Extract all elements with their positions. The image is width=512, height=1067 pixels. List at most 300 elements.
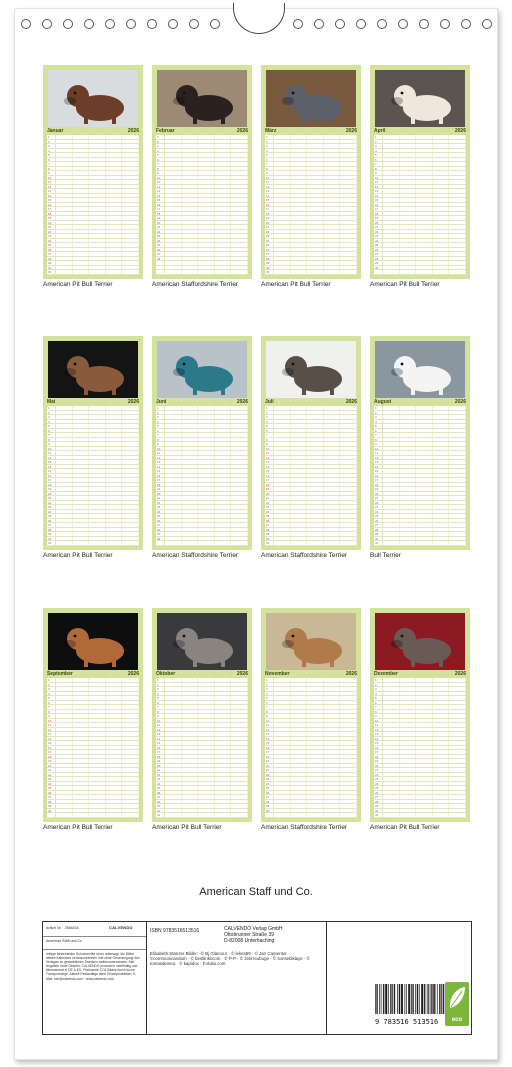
planner-cell bbox=[89, 189, 106, 193]
planner-cell bbox=[383, 144, 400, 148]
planner-cell bbox=[165, 451, 182, 455]
planner-cell bbox=[56, 492, 73, 496]
breed-caption: American Pit Bull Terrier bbox=[43, 552, 113, 559]
planner-cell bbox=[307, 764, 324, 768]
planner-cell bbox=[73, 424, 90, 428]
planner-cell bbox=[274, 239, 291, 243]
day-number: 13 bbox=[47, 732, 56, 736]
planner-cell bbox=[383, 678, 400, 682]
planner-cell bbox=[400, 460, 417, 464]
planner-cell bbox=[73, 714, 90, 718]
barcode-bar bbox=[388, 984, 389, 1014]
day-number: 19 bbox=[374, 759, 383, 763]
binding-hole bbox=[210, 19, 220, 29]
planner-cell bbox=[274, 207, 291, 211]
planner-cell bbox=[198, 541, 215, 545]
planner-cell bbox=[324, 728, 341, 732]
planner-cell bbox=[56, 149, 73, 153]
planner-cell bbox=[89, 420, 106, 424]
day-number: 5 bbox=[47, 424, 56, 428]
planner-cell bbox=[215, 696, 232, 700]
planner-cell bbox=[182, 746, 199, 750]
planner-cell bbox=[198, 741, 215, 745]
planner-cell bbox=[215, 433, 232, 437]
barcode-bar bbox=[424, 984, 425, 1014]
planner-cell bbox=[324, 270, 341, 274]
planner-cell bbox=[433, 469, 450, 473]
day-number: 22 bbox=[47, 501, 56, 505]
planner-cell bbox=[307, 777, 324, 781]
dog-photo-illustration bbox=[48, 613, 138, 670]
planner-cell bbox=[215, 248, 232, 252]
planner-cell bbox=[165, 144, 182, 148]
day-number: 16 bbox=[374, 474, 383, 478]
planner-cell bbox=[122, 415, 139, 419]
planner-cell bbox=[106, 189, 123, 193]
planner-cell bbox=[56, 687, 73, 691]
planner-cell bbox=[449, 773, 466, 777]
planner-cell bbox=[215, 483, 232, 487]
planner-cell bbox=[198, 153, 215, 157]
planner-cell bbox=[340, 528, 357, 532]
day-number: 20 bbox=[374, 221, 383, 225]
planner-cell bbox=[416, 737, 433, 741]
planner-cell bbox=[215, 189, 232, 193]
day-number: 23 bbox=[374, 234, 383, 238]
day-number: 10 bbox=[47, 176, 56, 180]
planner-cell bbox=[182, 705, 199, 709]
month-year: 2026 bbox=[127, 128, 139, 134]
planner-cell bbox=[165, 442, 182, 446]
planner-cell bbox=[56, 813, 73, 817]
planner-cell bbox=[182, 714, 199, 718]
planner-cell bbox=[165, 804, 182, 808]
planner-cell bbox=[324, 424, 341, 428]
barcode-bar bbox=[410, 984, 411, 1014]
day-number: 11 bbox=[265, 723, 274, 727]
planner-cell bbox=[122, 492, 139, 496]
planner-cell bbox=[291, 719, 308, 723]
planner-cell bbox=[449, 750, 466, 754]
planner-cell bbox=[182, 420, 199, 424]
planner-cell bbox=[383, 483, 400, 487]
planner-cell bbox=[73, 456, 90, 460]
planner-cell bbox=[231, 149, 248, 153]
planner-cell bbox=[122, 239, 139, 243]
planner-cell bbox=[383, 519, 400, 523]
planner-cell bbox=[231, 705, 248, 709]
planner-cell bbox=[307, 424, 324, 428]
planner-cell bbox=[122, 687, 139, 691]
planner-cell bbox=[165, 180, 182, 184]
planner-cell bbox=[198, 523, 215, 527]
planner-cell bbox=[291, 710, 308, 714]
day-number: 10 bbox=[47, 447, 56, 451]
planner-cell bbox=[274, 451, 291, 455]
barcode-bar bbox=[375, 984, 376, 1014]
planner-cell bbox=[291, 795, 308, 799]
planner-cell bbox=[400, 158, 417, 162]
day-row bbox=[265, 541, 357, 546]
planner-cell bbox=[400, 514, 417, 518]
planner-cell bbox=[274, 465, 291, 469]
planner-cell bbox=[165, 737, 182, 741]
planner-cell bbox=[274, 678, 291, 682]
month-header bbox=[156, 128, 248, 135]
planner-cell bbox=[416, 248, 433, 252]
planner-cell bbox=[274, 541, 291, 545]
planner-cell bbox=[416, 678, 433, 682]
planner-cell bbox=[383, 777, 400, 781]
planner-cell bbox=[307, 180, 324, 184]
planner-cell bbox=[383, 149, 400, 153]
planner-cell bbox=[73, 541, 90, 545]
planner-cell bbox=[106, 528, 123, 532]
planner-cell bbox=[73, 176, 90, 180]
planner-cell bbox=[340, 465, 357, 469]
planner-cell bbox=[182, 158, 199, 162]
planner-cell bbox=[165, 759, 182, 763]
planner-cell bbox=[340, 541, 357, 545]
day-number: 7 bbox=[47, 705, 56, 709]
planner-cell bbox=[215, 813, 232, 817]
planner-cell bbox=[324, 149, 341, 153]
day-number: 25 bbox=[374, 243, 383, 247]
planner-cell bbox=[198, 198, 215, 202]
day-number: 13 bbox=[156, 189, 165, 193]
day-number: 17 bbox=[265, 478, 274, 482]
day-number: 28 bbox=[374, 800, 383, 804]
dog-photo-illustration bbox=[266, 70, 356, 127]
planner-cell bbox=[291, 221, 308, 225]
planner-cell bbox=[106, 487, 123, 491]
day-number: 9 bbox=[374, 442, 383, 446]
planner-cell bbox=[383, 746, 400, 750]
planner-cell bbox=[122, 478, 139, 482]
planner-cell bbox=[324, 433, 341, 437]
planner-cell bbox=[416, 429, 433, 433]
planner-cell bbox=[291, 140, 308, 144]
planner-cell bbox=[307, 438, 324, 442]
planner-cell bbox=[416, 189, 433, 193]
planner-grid bbox=[374, 135, 466, 275]
planner-cell bbox=[274, 153, 291, 157]
day-number: 14 bbox=[265, 737, 274, 741]
day-number: 4 bbox=[374, 420, 383, 424]
planner-cell bbox=[449, 185, 466, 189]
planner-cell bbox=[56, 750, 73, 754]
planner-cell bbox=[198, 162, 215, 166]
planner-cell bbox=[165, 791, 182, 795]
planner-cell bbox=[416, 243, 433, 247]
planner-cell bbox=[122, 429, 139, 433]
planner-grid bbox=[374, 678, 466, 818]
planner-cell bbox=[122, 212, 139, 216]
planner-cell bbox=[182, 777, 199, 781]
planner-cell bbox=[340, 732, 357, 736]
planner-cell bbox=[165, 212, 182, 216]
planner-cell bbox=[291, 411, 308, 415]
planner-cell bbox=[307, 719, 324, 723]
planner-cell bbox=[383, 800, 400, 804]
planner-cell bbox=[73, 451, 90, 455]
planner-cell bbox=[165, 786, 182, 790]
planner-cell bbox=[340, 519, 357, 523]
planner-cell bbox=[433, 791, 450, 795]
planner-cell bbox=[231, 460, 248, 464]
planner-cell bbox=[182, 270, 199, 274]
day-number: 8 bbox=[47, 710, 56, 714]
planner-cell bbox=[73, 465, 90, 469]
planner-cell bbox=[122, 786, 139, 790]
planner-cell bbox=[400, 755, 417, 759]
planner-cell bbox=[291, 185, 308, 189]
planner-cell bbox=[400, 487, 417, 491]
planner-cell bbox=[274, 773, 291, 777]
day-number: 10 bbox=[156, 719, 165, 723]
planner-cell bbox=[274, 225, 291, 229]
planner-grid bbox=[47, 135, 139, 275]
planner-cell bbox=[340, 180, 357, 184]
planner-cell bbox=[231, 261, 248, 265]
planner-cell bbox=[340, 750, 357, 754]
dog-photo-illustration bbox=[375, 70, 465, 127]
planner-cell bbox=[106, 532, 123, 536]
planner-cell bbox=[231, 723, 248, 727]
day-number: 13 bbox=[374, 732, 383, 736]
planner-cell bbox=[56, 732, 73, 736]
day-number: 9 bbox=[156, 442, 165, 446]
planner-cell bbox=[340, 248, 357, 252]
planner-cell bbox=[324, 158, 341, 162]
planner-cell bbox=[340, 737, 357, 741]
barcode-bar bbox=[402, 984, 403, 1014]
planner-cell bbox=[416, 478, 433, 482]
planner-cell bbox=[416, 424, 433, 428]
planner-cell bbox=[340, 474, 357, 478]
planner-cell bbox=[231, 171, 248, 175]
planner-cell bbox=[400, 438, 417, 442]
planner-cell bbox=[449, 519, 466, 523]
day-number: 26 bbox=[374, 248, 383, 252]
planner-cell bbox=[89, 523, 106, 527]
planner-cell bbox=[307, 248, 324, 252]
planner-cell bbox=[383, 442, 400, 446]
planner-cell bbox=[165, 230, 182, 234]
planner-cell bbox=[274, 429, 291, 433]
planner-cell bbox=[198, 492, 215, 496]
planner-cell bbox=[400, 176, 417, 180]
planner-cell bbox=[433, 198, 450, 202]
planner-cell bbox=[416, 710, 433, 714]
planner-cell bbox=[89, 140, 106, 144]
planner-cell bbox=[182, 149, 199, 153]
planner-cell bbox=[400, 710, 417, 714]
planner-cell bbox=[56, 180, 73, 184]
planner-cell bbox=[122, 528, 139, 532]
planner-cell bbox=[122, 483, 139, 487]
planner-cell bbox=[231, 737, 248, 741]
planner-cell bbox=[291, 257, 308, 261]
planner-cell bbox=[122, 203, 139, 207]
planner-cell bbox=[89, 266, 106, 270]
planner-cell bbox=[73, 732, 90, 736]
planner-cell bbox=[291, 149, 308, 153]
planner-cell bbox=[274, 800, 291, 804]
planner-cell bbox=[215, 221, 232, 225]
month-name: September bbox=[47, 671, 73, 677]
planner-cell bbox=[433, 786, 450, 790]
day-number: 24 bbox=[156, 510, 165, 514]
planner-cell bbox=[416, 167, 433, 171]
month-year: 2026 bbox=[345, 128, 357, 134]
planner-cell bbox=[182, 135, 199, 139]
planner-cell bbox=[433, 456, 450, 460]
planner-cell bbox=[291, 728, 308, 732]
day-number: 15 bbox=[47, 741, 56, 745]
planner-cell bbox=[231, 795, 248, 799]
planner-cell bbox=[324, 714, 341, 718]
planner-cell bbox=[122, 474, 139, 478]
day-row bbox=[47, 813, 139, 818]
planner-cell bbox=[307, 510, 324, 514]
planner-cell bbox=[291, 234, 308, 238]
planner-cell bbox=[165, 198, 182, 202]
dog-photo-illustration bbox=[48, 341, 138, 398]
planner-cell bbox=[291, 701, 308, 705]
day-number: 11 bbox=[47, 180, 56, 184]
planner-cell bbox=[340, 144, 357, 148]
planner-cell bbox=[73, 135, 90, 139]
planner-cell bbox=[106, 135, 123, 139]
planner-cell bbox=[73, 144, 90, 148]
day-number: 5 bbox=[265, 153, 274, 157]
day-number: 4 bbox=[265, 149, 274, 153]
planner-cell bbox=[383, 460, 400, 464]
planner-cell bbox=[182, 456, 199, 460]
planner-cell bbox=[433, 759, 450, 763]
planner-cell bbox=[291, 687, 308, 691]
planner-cell bbox=[274, 786, 291, 790]
day-number: 17 bbox=[265, 207, 274, 211]
planner-cell bbox=[165, 207, 182, 211]
dog-photo bbox=[48, 341, 138, 398]
planner-cell bbox=[433, 230, 450, 234]
planner-cell bbox=[89, 406, 106, 410]
day-number: 1 bbox=[47, 135, 56, 139]
planner-cell bbox=[433, 167, 450, 171]
planner-cell bbox=[73, 469, 90, 473]
planner-cell bbox=[433, 732, 450, 736]
planner-cell bbox=[340, 523, 357, 527]
planner-cell bbox=[324, 474, 341, 478]
planner-cell bbox=[165, 714, 182, 718]
planner-cell bbox=[231, 692, 248, 696]
planner-cell bbox=[106, 737, 123, 741]
planner-cell bbox=[106, 683, 123, 687]
day-number: 18 bbox=[374, 755, 383, 759]
planner-cell bbox=[231, 782, 248, 786]
planner-cell bbox=[231, 496, 248, 500]
planner-cell bbox=[73, 243, 90, 247]
planner-cell bbox=[198, 532, 215, 536]
planner-cell bbox=[89, 719, 106, 723]
planner-cell bbox=[56, 809, 73, 813]
planner-cell bbox=[324, 501, 341, 505]
planner-cell bbox=[307, 194, 324, 198]
info-right-column bbox=[326, 922, 472, 1034]
planner-cell bbox=[416, 469, 433, 473]
planner-cell bbox=[73, 194, 90, 198]
planner-cell bbox=[340, 492, 357, 496]
day-number: 15 bbox=[156, 198, 165, 202]
binding-hole bbox=[168, 19, 178, 29]
planner-cell bbox=[89, 705, 106, 709]
planner-cell bbox=[56, 411, 73, 415]
planner-cell bbox=[165, 266, 182, 270]
planner-cell bbox=[215, 692, 232, 696]
month-panel bbox=[43, 65, 143, 279]
planner-cell bbox=[182, 809, 199, 813]
day-number: 4 bbox=[47, 692, 56, 696]
planner-cell bbox=[215, 501, 232, 505]
month-year: 2026 bbox=[454, 399, 466, 405]
planner-cell bbox=[433, 153, 450, 157]
planner-cell bbox=[291, 189, 308, 193]
binding-hole bbox=[84, 19, 94, 29]
planner-cell bbox=[56, 759, 73, 763]
planner-cell bbox=[231, 501, 248, 505]
day-number: 24 bbox=[265, 782, 274, 786]
day-number: 9 bbox=[374, 714, 383, 718]
day-number: 21 bbox=[265, 768, 274, 772]
planner-cell bbox=[215, 180, 232, 184]
dog-photo bbox=[375, 341, 465, 398]
planner-cell bbox=[340, 505, 357, 509]
planner-cell bbox=[400, 162, 417, 166]
planner-cell bbox=[106, 728, 123, 732]
planner-cell bbox=[449, 483, 466, 487]
planner-cell bbox=[106, 225, 123, 229]
planner-cell bbox=[165, 424, 182, 428]
planner-cell bbox=[122, 773, 139, 777]
planner-cell bbox=[231, 813, 248, 817]
planner-cell bbox=[416, 523, 433, 527]
planner-cell bbox=[324, 519, 341, 523]
planner-cell bbox=[231, 198, 248, 202]
day-number: 31 bbox=[47, 270, 56, 274]
planner-cell bbox=[324, 185, 341, 189]
planner-cell bbox=[307, 692, 324, 696]
planner-cell bbox=[400, 252, 417, 256]
planner-grid bbox=[265, 406, 357, 546]
planner-cell bbox=[416, 496, 433, 500]
planner-cell bbox=[291, 460, 308, 464]
planner-cell bbox=[89, 442, 106, 446]
planner-cell bbox=[433, 728, 450, 732]
day-number: 27 bbox=[156, 795, 165, 799]
planner-cell bbox=[73, 791, 90, 795]
planner-cell bbox=[122, 791, 139, 795]
planner-cell bbox=[56, 514, 73, 518]
day-number: 25 bbox=[156, 786, 165, 790]
planner-cell bbox=[433, 501, 450, 505]
day-number: 13 bbox=[47, 460, 56, 464]
planner-cell bbox=[274, 433, 291, 437]
planner-cell bbox=[122, 764, 139, 768]
planner-cell bbox=[231, 719, 248, 723]
planner-cell bbox=[56, 528, 73, 532]
